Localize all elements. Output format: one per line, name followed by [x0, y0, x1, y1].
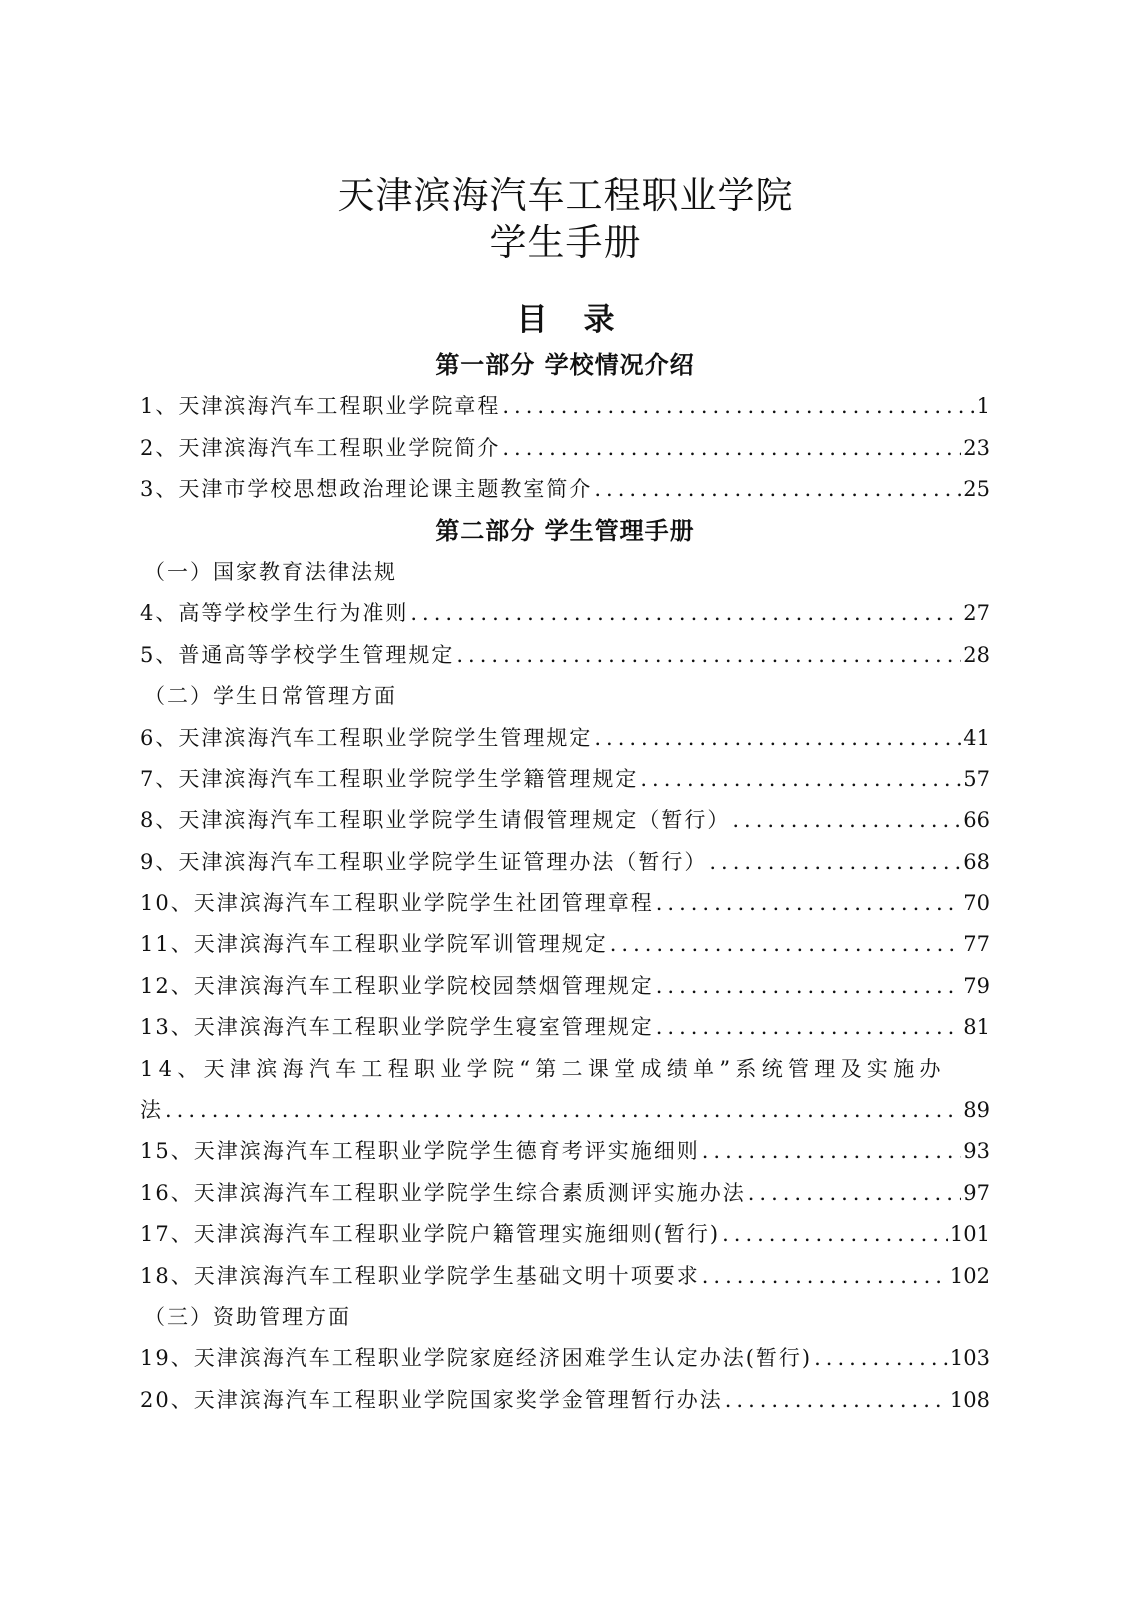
- toc-entry[interactable]: [140, 593, 990, 634]
- toc-entry-page: 102: [949, 1263, 990, 1288]
- toc-entry-label: 19、天津滨海汽车工程职业学院家庭经济困难学生认定办法(暂行): [140, 1346, 813, 1371]
- section-1-title: （一）国家教育法律法规: [144, 559, 397, 584]
- toc-entry-page: 77: [963, 932, 990, 957]
- toc-entry-page: 57: [963, 766, 990, 791]
- leader-dots: [748, 1173, 962, 1214]
- toc-entry[interactable]: [140, 469, 990, 510]
- toc-entry[interactable]: [140, 966, 990, 1007]
- toc-entry-wrapped-first-line[interactable]: 14、天津滨海汽车工程职业学院“第二课堂成绩单”系统管理及实施办: [140, 1056, 946, 1081]
- toc-entry[interactable]: [140, 1214, 990, 1255]
- leader-dots: [722, 1214, 948, 1255]
- toc-entry[interactable]: [140, 1007, 990, 1048]
- toc-entry-label: 5、普通高等学校学生管理规定: [140, 642, 455, 667]
- part-1-title: 第一部分 学校情况介绍: [435, 351, 695, 379]
- toc-entry[interactable]: [140, 1380, 990, 1421]
- toc-entry-page: 1: [976, 394, 990, 419]
- leader-dots: [502, 386, 974, 427]
- toc-entry-page: 70: [963, 891, 990, 916]
- toc-entry-page: 89: [963, 1098, 990, 1123]
- toc-entry-page: 97: [963, 1180, 990, 1205]
- toc-entry-label: 12、天津滨海汽车工程职业学院校园禁烟管理规定: [140, 973, 654, 998]
- leader-dots: [165, 1090, 961, 1131]
- toc-entry[interactable]: [140, 386, 990, 427]
- toc-entry-page: 66: [963, 808, 990, 833]
- toc-entry[interactable]: [140, 1338, 990, 1379]
- toc-entry-label: 3、天津市学校思想政治理论课主题教室简介: [140, 477, 593, 502]
- toc-entry-label: 16、天津滨海汽车工程职业学院学生综合素质测评实施办法: [140, 1180, 746, 1205]
- toc-entry-page: 25: [963, 477, 990, 502]
- toc-entry-label: 法: [140, 1098, 163, 1123]
- leader-dots: [814, 1338, 948, 1379]
- toc-entry[interactable]: [140, 635, 990, 676]
- toc-heading-char-2: 录: [583, 302, 615, 338]
- document-title: [0, 172, 1131, 266]
- toc-entry-label: 17、天津滨海汽车工程职业学院户籍管理实施细则(暂行): [140, 1222, 721, 1247]
- toc-entry-page: 101: [949, 1222, 990, 1247]
- toc-entry-page: 27: [963, 601, 990, 626]
- title-line-1: 天津滨海汽车工程职业学院: [337, 174, 794, 217]
- toc-heading: [0, 300, 1131, 340]
- toc-entry-label: 2、天津滨海汽车工程职业学院简介: [140, 435, 501, 460]
- toc-entry-page: 79: [963, 973, 990, 998]
- toc-entry[interactable]: [140, 1173, 990, 1214]
- leader-dots: [725, 1380, 948, 1421]
- toc-entry-page: 23: [963, 435, 990, 460]
- toc-entry[interactable]: [140, 1090, 990, 1131]
- leader-dots: [502, 428, 961, 469]
- leader-dots: [656, 1007, 962, 1048]
- toc-entry-label: 15、天津滨海汽车工程职业学院学生德育考评实施细则: [140, 1139, 700, 1164]
- toc-entry-label: 10、天津滨海汽车工程职业学院学生社团管理章程: [140, 891, 654, 916]
- toc-entry[interactable]: [140, 718, 990, 759]
- leader-dots: [594, 469, 961, 510]
- toc-entry-page: 93: [963, 1139, 990, 1164]
- toc-entry-page: 41: [963, 725, 990, 750]
- toc-entry[interactable]: [140, 800, 990, 841]
- leader-dots: [640, 759, 961, 800]
- toc-entry-label: 7、天津滨海汽车工程职业学院学生学籍管理规定: [140, 766, 639, 791]
- leader-dots: [610, 924, 962, 965]
- toc-entry[interactable]: [140, 1131, 990, 1172]
- toc-heading-char-1: 目: [516, 302, 548, 338]
- toc-entry-label: 9、天津滨海汽车工程职业学院学生证管理办法（暂行）: [140, 849, 708, 874]
- toc-entry[interactable]: [140, 924, 990, 965]
- toc-entry[interactable]: [140, 883, 990, 924]
- toc-entry-page: 81: [963, 1015, 990, 1040]
- toc-entry-label: 6、天津滨海汽车工程职业学院学生管理规定: [140, 725, 593, 750]
- table-of-contents: [140, 345, 990, 1421]
- part-2-title: 第二部分 学生管理手册: [435, 516, 695, 545]
- leader-dots: [410, 593, 961, 634]
- leader-dots: [456, 635, 961, 676]
- toc-entry[interactable]: [140, 1256, 990, 1297]
- toc-entry-label: 20、天津滨海汽车工程职业学院国家奖学金管理暂行办法: [140, 1387, 723, 1412]
- toc-entry-page: 68: [963, 849, 990, 874]
- section-2-title: （二）学生日常管理方面: [144, 684, 397, 709]
- leader-dots: [594, 718, 961, 759]
- toc-entry-label: 13、天津滨海汽车工程职业学院学生寝室管理规定: [140, 1015, 654, 1040]
- toc-entry-page: 103: [949, 1346, 990, 1371]
- leader-dots: [709, 842, 961, 883]
- title-line-2: 学生手册: [489, 221, 642, 264]
- toc-entry[interactable]: [140, 842, 990, 883]
- leader-dots: [702, 1256, 948, 1297]
- section-3-title: （三）资助管理方面: [144, 1304, 351, 1329]
- leader-dots: [656, 966, 962, 1007]
- toc-entry-page: 108: [949, 1387, 990, 1412]
- leader-dots: [702, 1131, 962, 1172]
- leader-dots: [732, 800, 961, 841]
- toc-entry-label: 11、天津滨海汽车工程职业学院军训管理规定: [140, 932, 608, 957]
- toc-entry-page: 28: [963, 642, 990, 667]
- toc-entry[interactable]: [140, 428, 990, 469]
- toc-entry-label: 1、天津滨海汽车工程职业学院章程: [140, 394, 501, 419]
- toc-entry-label: 8、天津滨海汽车工程职业学院学生请假管理规定（暂行）: [140, 808, 731, 833]
- toc-entry-label: 18、天津滨海汽车工程职业学院学生基础文明十项要求: [140, 1263, 700, 1288]
- toc-entry-label: 4、高等学校学生行为准则: [140, 601, 409, 626]
- toc-entry[interactable]: [140, 759, 990, 800]
- leader-dots: [656, 883, 962, 924]
